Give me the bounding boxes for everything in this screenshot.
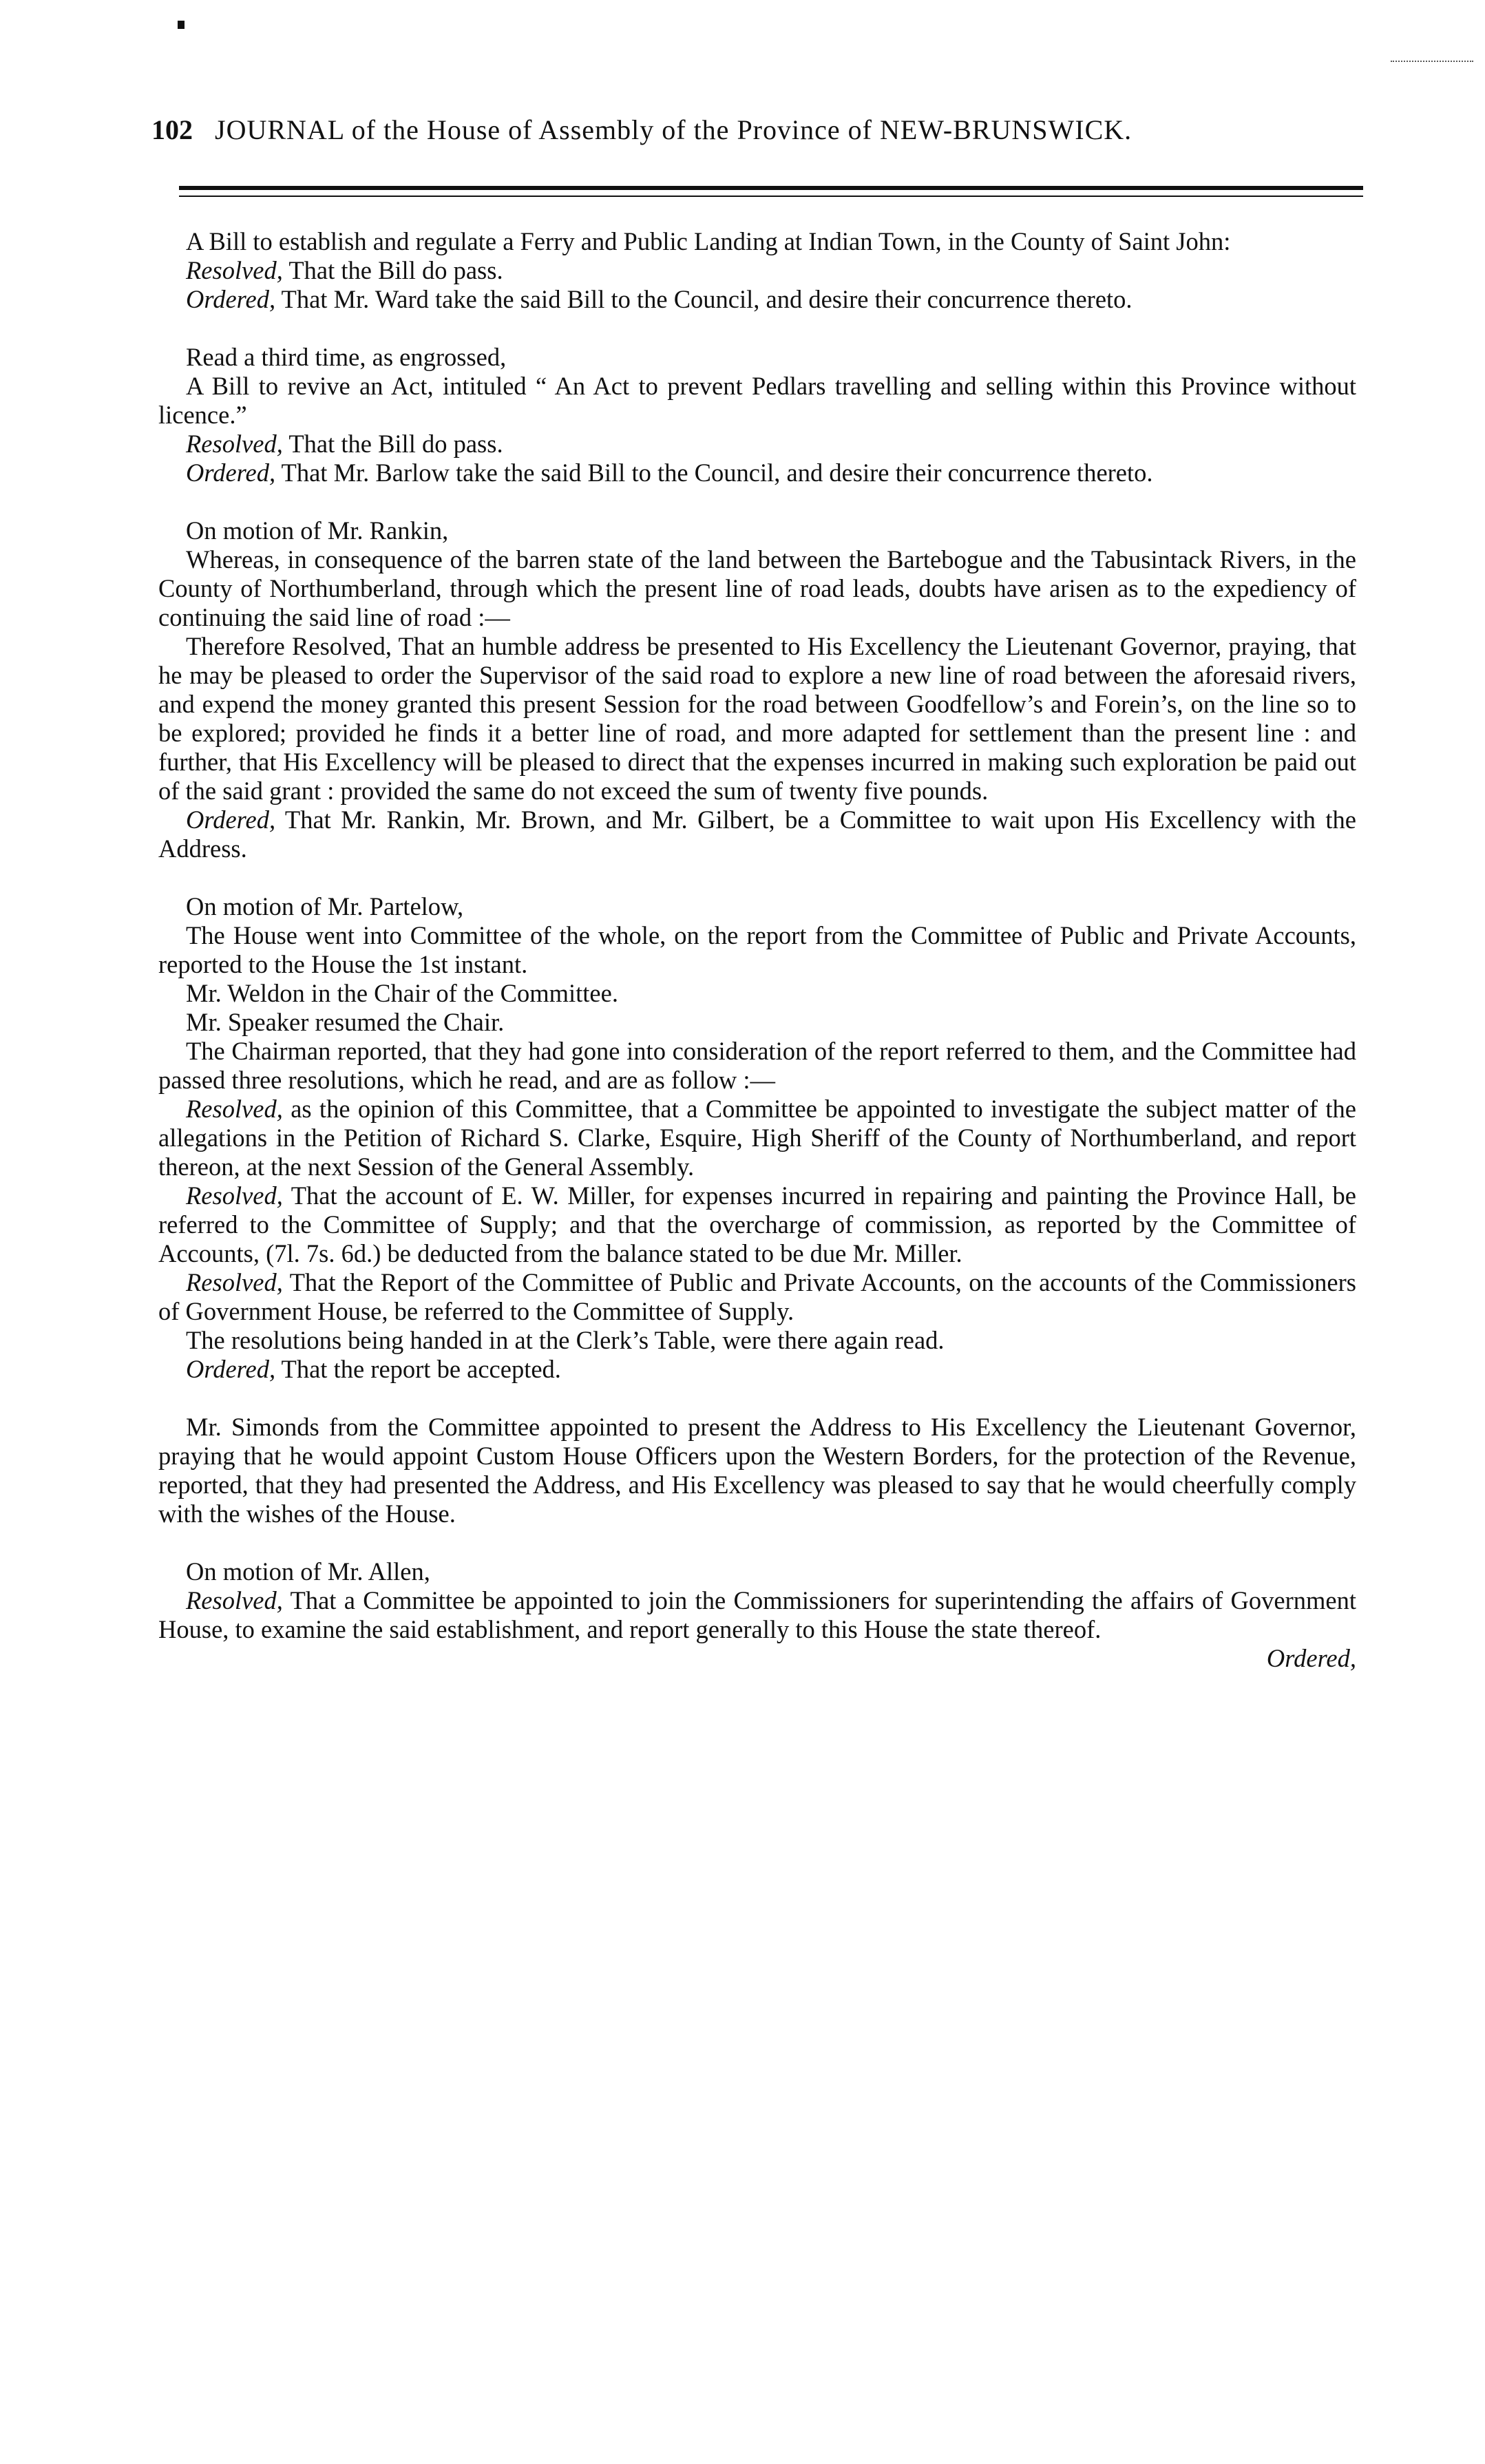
paragraph-text: A Bill to establish and regulate a Ferry and Public Landing at Indian Town, in the County of Saint John: xyxy=(186,227,1231,255)
paragraph-text: Therefore Resolved, That an humble address be presented to His Excellency the Lieutenant Governor, praying, that he may be pleased to order the Supervisor of the said road to explore a new line of road between the aforesaid rivers, and expend the money granted this present Session for the road between Goodfellow’s and Forein’s, on the line so to be explored; provided he finds it a better line of road, and more adapted for settlement than the present line : and further, that His Excellency will be pleased to direct that the expenses incurred in making such exploration be paid out of the said grant : provided the same do not exceed the sum of twenty five pounds. xyxy=(158,632,1356,805)
text-paragraph xyxy=(158,632,1356,805)
paragraph-lead: Resolved, xyxy=(186,1095,283,1123)
paragraph-text: That the Report of the Committee of Public and Private Accounts, on the accounts of the Commissioners of Government House, be referred to the Committee of Supply. xyxy=(158,1268,1356,1325)
margin-scratch xyxy=(1391,61,1473,64)
text-paragraph xyxy=(158,1413,1356,1528)
paragraph-text: Whereas, in consequence of the barren state of the land between the Bartebogue and the Tabusintack Rivers, in the County of Northumberland, through which the present line of road leads, doubts have arisen as to the expediency of continuing the said line of road :— xyxy=(158,545,1356,631)
text-paragraph xyxy=(158,892,1356,921)
text-paragraph xyxy=(158,343,1356,372)
header-rule xyxy=(179,186,1363,197)
paragraph-lead: Ordered, xyxy=(186,1355,276,1383)
text-paragraph xyxy=(158,1037,1356,1095)
catchword-line xyxy=(158,1644,1356,1673)
paragraph-text: The resolutions being handed in at the Clerk’s Table, were there again read. xyxy=(186,1326,945,1354)
text-paragraph xyxy=(158,227,1356,256)
text-paragraph xyxy=(158,921,1356,979)
paragraph-text: That the account of E. W. Miller, for expenses incurred in repairing and painting the Province Hall, be referred to the Committee of Supply; and that the overcharge of commission, as reported by the Committee of Accounts, (7l. 7s. 6d.) be deducted from the balance stated to be due Mr. Miller. xyxy=(158,1181,1356,1267)
paragraph-text: That Mr. Barlow take the said Bill to the Council, and desire their concurrence thereto. xyxy=(275,459,1153,487)
paragraph-text: as the opinion of this Committee, that a Committee be appointed to investigate the subject matter of the allegations in the Petition of Richard S. Clarke, Esquire, High Sheriff of the County of Northumberland, and report thereon, at the next Session of the General Assembly. xyxy=(158,1095,1356,1181)
resolution-paragraph xyxy=(158,256,1356,285)
paragraph-gap xyxy=(158,487,1356,516)
resolution-paragraph xyxy=(158,1586,1356,1644)
running-header xyxy=(151,114,1363,162)
text-paragraph xyxy=(158,1326,1356,1355)
paragraph-gap xyxy=(158,314,1356,343)
text-paragraph xyxy=(158,516,1356,545)
paragraph-gap xyxy=(158,1384,1356,1413)
paragraph-text: That Mr. Ward take the said Bill to the Council, and desire their concurrence thereto. xyxy=(275,285,1133,313)
paragraph-text: On motion of Mr. Allen, xyxy=(186,1557,430,1586)
resolution-paragraph xyxy=(158,430,1356,459)
resolution-paragraph xyxy=(158,1268,1356,1326)
paragraph-lead: Resolved, xyxy=(186,256,283,284)
resolution-paragraph xyxy=(158,1095,1356,1181)
paragraph-text: On motion of Mr. Partelow, xyxy=(186,892,464,920)
paragraph-lead: Resolved, xyxy=(186,1586,283,1614)
paragraph-text: Read a third time, as engrossed, xyxy=(186,343,507,371)
text-paragraph xyxy=(158,979,1356,1008)
paragraph-text: Mr. Speaker resumed the Chair. xyxy=(186,1008,505,1036)
page-number: 102 xyxy=(151,114,193,145)
paragraph-lead: Resolved, xyxy=(186,1181,283,1210)
paragraph-text: That the Bill do pass. xyxy=(282,430,503,458)
paragraph-gap xyxy=(158,1528,1356,1557)
paragraph-lead: Ordered, xyxy=(186,285,276,313)
paragraph-text: The Chairman reported, that they had gone into consideration of the report referred to them, and the Committee had passed three resolutions, which he read, and are as follow :— xyxy=(158,1037,1356,1094)
order-paragraph xyxy=(158,459,1356,487)
paragraph-text: Mr. Weldon in the Chair of the Committee. xyxy=(186,979,618,1007)
ink-mark xyxy=(178,21,185,29)
paragraph-lead: Resolved, xyxy=(186,1268,283,1296)
paragraph-text: On motion of Mr. Rankin, xyxy=(186,516,449,545)
catchword: Ordered, xyxy=(1266,1644,1356,1672)
paragraph-text: Mr. Simonds from the Committee appointed to present the Address to His Excellency the Lieutenant Governor, praying that he would appoint Custom House Officers upon the Western Borders, for the protection of the Revenue, reported, that they had presented the Address, and His Excellency was pleased to say that he would cheerfully comply with the wishes of the House. xyxy=(158,1413,1356,1528)
text-paragraph xyxy=(158,372,1356,430)
paragraph-text: The House went into Committee of the whole, on the report from the Committee of Public and Private Accounts, reported to the House the 1st instant. xyxy=(158,921,1356,978)
text-paragraph xyxy=(158,1557,1356,1586)
paragraph-lead: Ordered, xyxy=(186,459,276,487)
order-paragraph xyxy=(158,1355,1356,1384)
paragraph-lead: Resolved, xyxy=(186,430,283,458)
resolution-paragraph xyxy=(158,1181,1356,1268)
paragraph-text: A Bill to revive an Act, intituled “ An Act to prevent Pedlars travelling and selling within this Province without licence.” xyxy=(158,372,1356,429)
paragraph-text: That a Committee be appointed to join the Commissioners for superintending the affairs of Government House, to examine the said establishment, and report generally to this House the state thereof. xyxy=(158,1586,1356,1643)
journal-title: JOURNAL of the House of Assembly of the Province of NEW-BRUNSWICK. xyxy=(215,114,1133,145)
paragraph-lead: Ordered, xyxy=(186,805,276,834)
text-paragraph xyxy=(158,545,1356,632)
paragraph-text: That the Bill do pass. xyxy=(282,256,503,284)
text-paragraph xyxy=(158,1008,1356,1037)
order-paragraph xyxy=(158,285,1356,314)
paragraph-text: That the report be accepted. xyxy=(275,1355,561,1383)
paragraph-text: That Mr. Rankin, Mr. Brown, and Mr. Gilbert, be a Committee to wait upon His Excellency with the Address. xyxy=(158,805,1356,863)
journal-body xyxy=(158,227,1356,1673)
order-paragraph xyxy=(158,805,1356,863)
paragraph-gap xyxy=(158,863,1356,892)
